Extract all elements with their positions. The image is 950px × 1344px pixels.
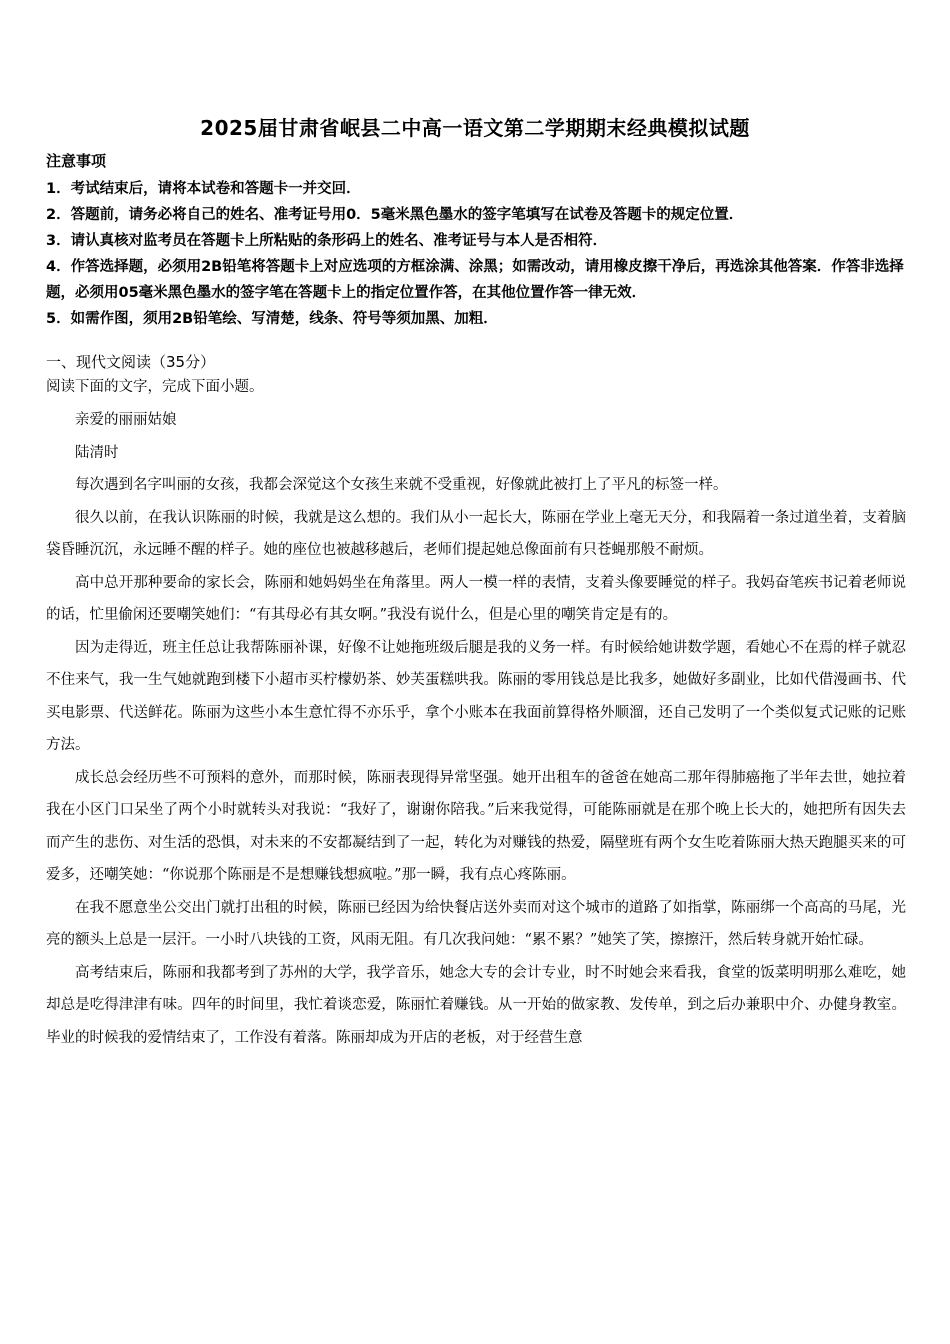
notice-item: 4．作答选择题，必须用2B铅笔将答题卡上对应选项的方框涂满、涂黑；如需改动，请用橡皮擦干净后，再选涂其他答案．作答非选择题，必须用05毫米黑色墨水的签字笔在答题卡上的指定位置作答，在其他位置作答一律无效． bbox=[46, 259, 904, 301]
article-author: 陆清时 bbox=[75, 444, 119, 461]
document-title: 2025届甘肃省岷县二中高一语文第二学期期末经典模拟试题 bbox=[200, 116, 750, 140]
section-heading: 一、现代文阅读（35分） bbox=[46, 353, 216, 371]
article-paragraph: 高考结束后，陈丽和我都考到了苏州的大学，我学音乐，她念大专的会计专业，时不时她会来看我，食堂的饭菜明明那么难吃，她却总是吃得津津有味。四年的时间里，我忙着谈恋爱，陈丽忙着赚钱。从一开始的做家教、发传单，到之后办兼职中介、办健身教室。毕业的时候我的爱情结束了，工作没有着落。陈丽却成为开店的老板，对于经营生意 bbox=[46, 964, 906, 1046]
section-instruction: 阅读下面的文字，完成下面小题。 bbox=[46, 379, 264, 395]
notice-item: 3．请认真核对监考员在答题卡上所粘贴的条形码上的姓名、准考证号与本人是否相符． bbox=[46, 233, 608, 249]
reading-article bbox=[46, 404, 906, 1054]
article-paragraph: 在我不愿意坐公交出门就打出租的时候，陈丽已经因为给快餐店送外卖而对这个城市的道路了如指掌，陈丽绑一个高高的马尾，光亮的额头上总是一层汗。一小时八块钱的工资，风雨无阻。有几次我问她：“累不累？”她笑了笑，擦擦汗，然后转身就开始忙碌。 bbox=[46, 899, 906, 948]
article-paragraph: 因为走得近，班主任总让我帮陈丽补课，好像不让她拖班级后腿是我的义务一样。有时候给她讲数学题，看她心不在焉的样子就忍不住来气，我一生气她就跑到楼下小超市买柠檬奶茶、妙芙蛋糕哄我。陈丽的零用钱总是比我多，她做好多副业，比如代借漫画书、代买电影票、代送鲜花。陈丽为这些小本生意忙得不亦乐乎，拿个小账本在我面前算得格外顺溜，还自己发明了一个类似复式记账的记账方法。 bbox=[46, 639, 906, 753]
notice-item: 1．考试结束后，请将本试卷和答题卡一并交回． bbox=[46, 181, 361, 197]
notice-item: 5．如需作图，须用2B铅笔绘、写清楚，线条、符号等须加黑、加粗． bbox=[46, 311, 498, 327]
article-title: 亲爱的丽丽姑娘 bbox=[75, 412, 177, 428]
article-paragraph: 很久以前，在我认识陈丽的时候，我就是这么想的。我们从小一起长大，陈丽在学业上毫无天分，和我隔着一条过道坐着，支着脑袋昏睡沉沉，永远睡不醒的样子。她的座位也被越移越后，老师们提起她总像面前有只苍蝇那般不耐烦。 bbox=[46, 509, 906, 558]
notice-list bbox=[46, 176, 906, 332]
notice-heading: 注意事项 bbox=[46, 152, 107, 170]
article-paragraph: 高中总开那种要命的家长会，陈丽和她妈妈坐在角落里。两人一模一样的表情，支着头像要睡觉的样子。我妈奋笔疾书记着老师说的话，忙里偷闲还要嘲笑她们：“有其母必有其女啊。”我没有说什么，但是心里的嘲笑肯定是有的。 bbox=[46, 574, 906, 623]
notice-item: 2．答题前，请务必将自己的姓名、准考证号用0．5毫米黑色墨水的签字笔填写在试卷及答题卡的规定位置． bbox=[46, 207, 744, 223]
article-paragraph: 每次遇到名字叫丽的女孩，我都会深觉这个女孩生来就不受重视，好像就此被打上了平凡的标签一样。 bbox=[75, 477, 728, 493]
article-paragraph: 成长总会经历些不可预料的意外，而那时候，陈丽表现得异常坚强。她开出租车的爸爸在她高二那年得肺癌拖了半年去世，她拉着我在小区门口呆坐了两个小时就转头对我说：“我好了，谢谢你陪我。”后来我觉得，可能陈丽就是在那个晚上长大的，她把所有因失去而产生的悲伤、对生活的恐惧，对未来的不安都凝结到了一起，转化为对赚钱的热爱，隔壁班有两个女生吃着陈丽大热天跑腿买来的可爱多，还嘲笑她：“你说那个陈丽是不是想赚钱想疯啦。”那一瞬，我有点心疼陈丽。 bbox=[46, 769, 906, 883]
